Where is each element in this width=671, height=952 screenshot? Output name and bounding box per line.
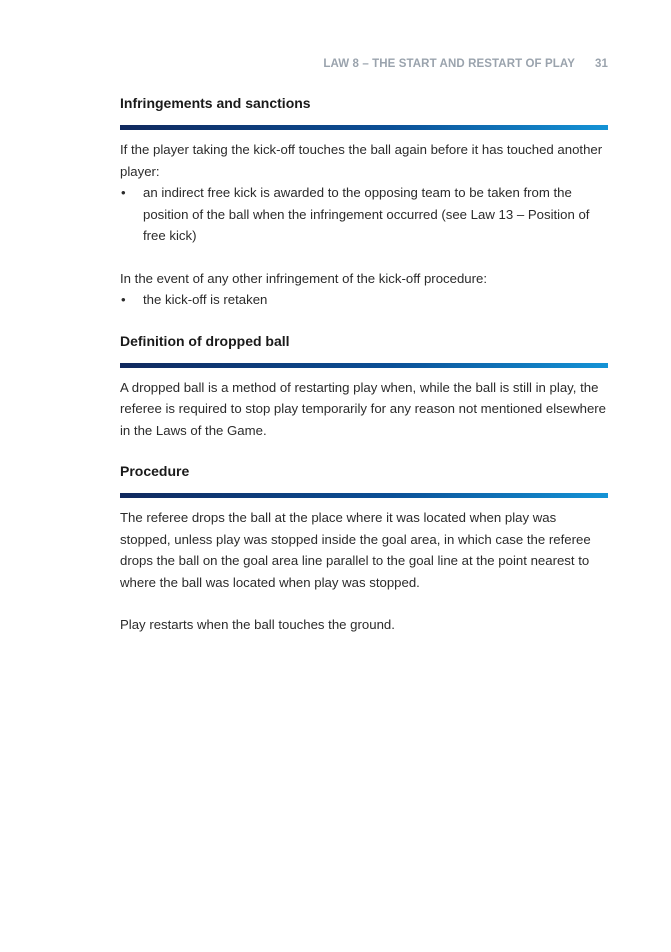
bullet-text: an indirect free kick is awarded to the opposing team to be taken from the position of the ball when the infringement occurred (see Law 13 – Position of free kick) [143, 185, 590, 243]
paragraph: A dropped ball is a method of restarting play when, while the ball is still in play, the referee is required to stop play temporarily for any reason not mentioned elsewhere in the Laws of the Game. [120, 379, 606, 438]
section-rule [120, 493, 608, 498]
paragraph: Play restarts when the ball touches the ground. [120, 617, 395, 632]
section-rule [120, 363, 608, 368]
bullet-list [120, 289, 608, 311]
bullet-list [120, 182, 608, 247]
page-number: 31 [595, 58, 608, 70]
section-title: Procedure [120, 463, 190, 479]
section-infringements [120, 95, 608, 311]
bullet-icon: • [121, 185, 126, 200]
section-title: Definition of dropped ball [120, 332, 290, 349]
paragraph: If the player taking the kick-off touches the ball again before it has touched another player: [120, 142, 603, 179]
bullet-item [120, 182, 608, 247]
bullet-text: the kick-off is retaken [143, 292, 268, 307]
section-rule [120, 125, 608, 130]
page-content [120, 95, 608, 636]
running-title: LAW 8 – THE START AND RESTART OF PLAY [323, 58, 575, 70]
bullet-icon: • [121, 292, 126, 307]
bullet-item [120, 289, 608, 311]
section-dropped-ball-definition [120, 333, 608, 442]
section-title: Infringements and sanctions [120, 95, 311, 111]
paragraph: In the event of any other infringement of the kick-off procedure: [120, 270, 488, 286]
paragraph: The referee drops the ball at the place where it was located when play was stopped, unless play was stopped inside the goal area, in which case the referee drops the ball on the goal area line parallel to the goal line at the point nearest to where the ball was located when play was stopped. [120, 510, 591, 590]
running-header [323, 58, 608, 70]
section-procedure [120, 463, 608, 636]
